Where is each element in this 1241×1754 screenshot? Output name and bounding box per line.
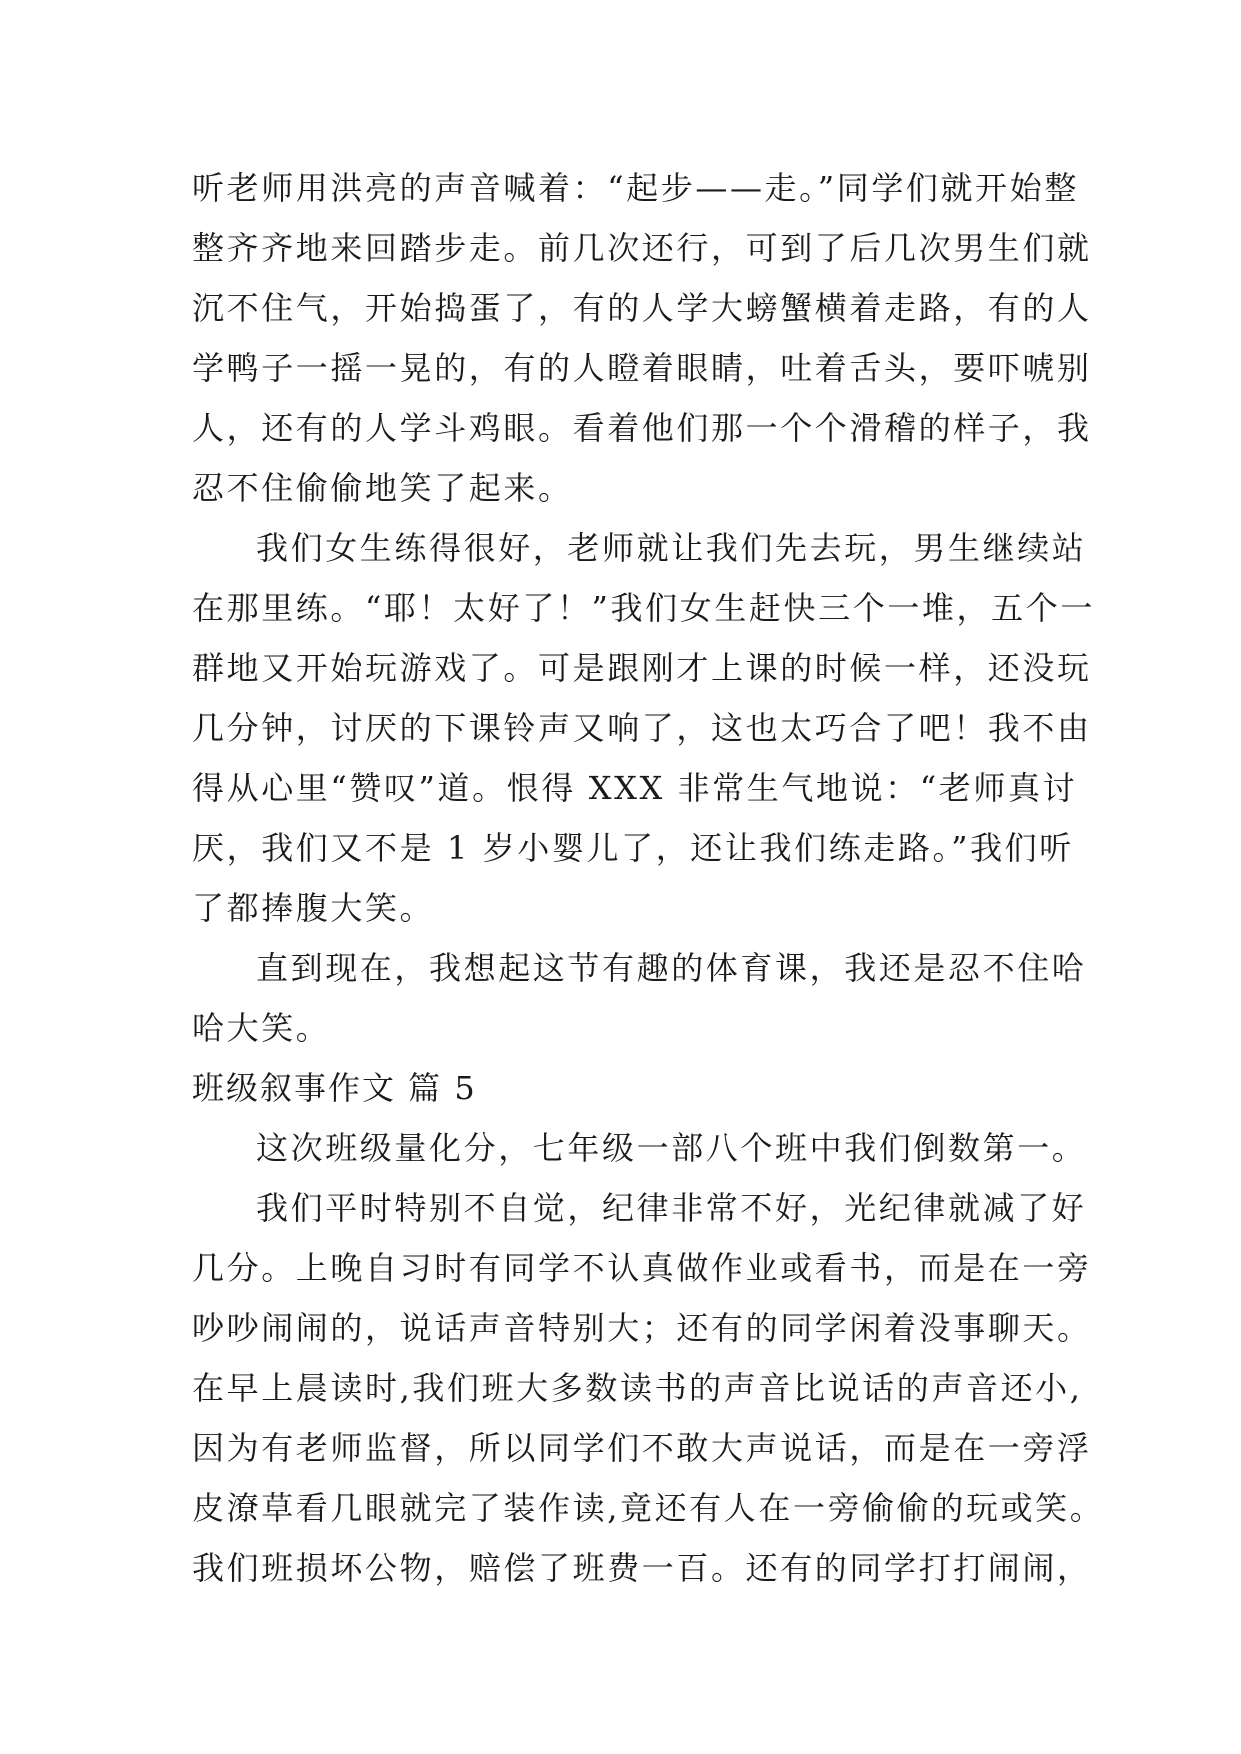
paragraph-line: 人，还有的人学斗鸡眼。看着他们那一个个滑稽的样子，我 [192,409,1092,447]
paragraph-line: 忍不住偷偷地笑了起来。 [192,469,573,507]
paragraph-line: 哈大笑。 [192,1009,331,1047]
paragraph-line: 了都捧腹大笑。 [192,889,435,927]
paragraph-line: 几分钟，讨厌的下课铃声又响了，这也太巧合了吧！我不由 [192,709,1092,747]
paragraph-line: 直到现在，我想起这节有趣的体育课，我还是忍不住哈 [256,949,1087,987]
paragraph-line: 我们女生练得很好，老师就让我们先去玩，男生继续站 [256,529,1087,567]
section-heading: 班级叙事作文 篇 5 [192,1069,477,1107]
paragraph-line: 在早上晨读时,我们班大多数读书的声音比说话的声音还小, [192,1369,1083,1407]
paragraph-line: 几分。上晚自习时有同学不认真做作业或看书，而是在一旁 [192,1249,1092,1287]
paragraph-line: 听老师用洪亮的声音喊着：“起步——走。”同学们就开始整 [192,169,1079,207]
paragraph-line: 整齐齐地来回踏步走。前几次还行，可到了后几次男生们就 [192,229,1092,267]
paragraph-line: 因为有老师监督，所以同学们不敢大声说话，而是在一旁浮 [192,1429,1092,1467]
paragraph-line: 皮潦草看几眼就完了装作读,竟还有人在一旁偷偷的玩或笑。 [192,1489,1105,1527]
paragraph-line: 厌，我们又不是 1 岁小婴儿了，还让我们练走路。”我们听 [192,829,1074,867]
paragraph-line: 在那里练。“耶！太好了！”我们女生赶快三个一堆，五个一 [192,589,1095,627]
paragraph-line: 吵吵闹闹的，说话声音特别大；还有的同学闲着没事聊天。 [192,1309,1092,1347]
paragraph-line: 得从心里“赞叹”道。恨得 XXX 非常生气地说：“老师真讨 [192,769,1078,807]
paragraph-line: 我们班损坏公物，赔偿了班费一百。还有的同学打打闹闹， [192,1549,1092,1587]
paragraph-line: 我们平时特别不自觉，纪律非常不好，光纪律就减了好 [256,1189,1087,1227]
paragraph-line: 群地又开始玩游戏了。可是跟刚才上课的时候一样，还没玩 [192,649,1092,687]
paragraph-line: 沉不住气，开始捣蛋了，有的人学大螃蟹横着走路，有的人 [192,289,1092,327]
paragraph-line: 这次班级量化分，七年级一部八个班中我们倒数第一。 [256,1129,1087,1167]
paragraph-line: 学鸭子一摇一晃的，有的人瞪着眼睛，吐着舌头，要吓唬别 [192,349,1092,387]
